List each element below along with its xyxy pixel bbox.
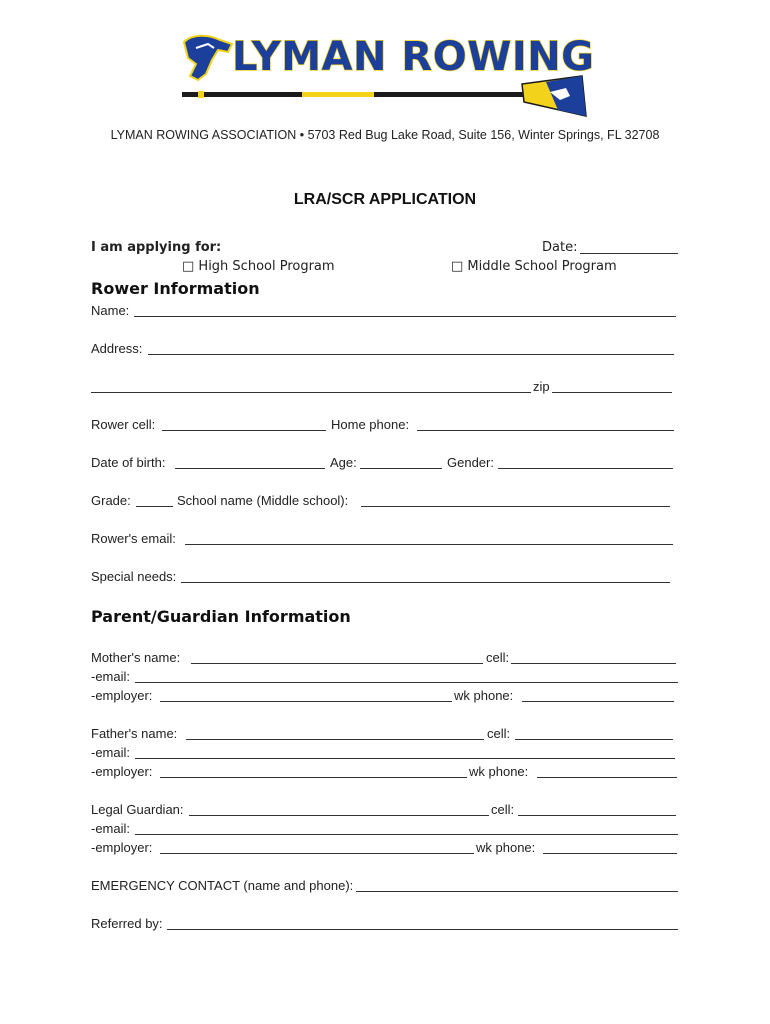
applying-label: I am applying for: <box>91 240 222 255</box>
father-name-label: Father's name: <box>91 726 178 741</box>
mother-name-label: Mother's name: <box>91 650 181 665</box>
guardian-wk-phone-label: wk phone: <box>476 840 536 855</box>
address-field[interactable] <box>148 354 674 355</box>
date-label: Date: <box>542 240 578 255</box>
guardian-cell-label: cell: <box>491 802 515 817</box>
guardian-email-field[interactable] <box>135 834 678 835</box>
emergency-contact-label: EMERGENCY CONTACT (name and phone): <box>91 878 354 893</box>
rower-info-heading: Rower Information <box>91 279 260 298</box>
father-wk-phone-field[interactable] <box>537 777 677 778</box>
guardian-employer-label: -employer: <box>91 840 153 855</box>
mother-name-field[interactable] <box>191 663 483 664</box>
gender-label: Gender: <box>447 455 494 470</box>
school-field[interactable] <box>361 506 670 507</box>
middle-school-checkbox[interactable]: □ Middle School Program <box>451 259 617 274</box>
father-wk-phone-label: wk phone: <box>469 764 529 779</box>
age-label: Age: <box>330 455 357 470</box>
father-cell-label: cell: <box>487 726 511 741</box>
mother-email-label: -email: <box>91 669 131 684</box>
rower-cell-label: Rower cell: <box>91 417 156 432</box>
dob-field[interactable] <box>175 468 325 469</box>
mother-cell-label: cell: <box>486 650 510 665</box>
rower-email-label: Rower's email: <box>91 531 176 546</box>
emergency-contact-field[interactable] <box>356 891 678 892</box>
rower-email-field[interactable] <box>185 544 673 545</box>
logo-title: LYMAN ROWING <box>232 34 595 80</box>
name-field[interactable] <box>134 316 676 317</box>
rower-cell-field[interactable] <box>162 430 326 431</box>
page-title: LRA/SCR APPLICATION <box>293 191 477 208</box>
guardian-cell-field[interactable] <box>518 815 676 816</box>
name-label: Name: <box>91 303 130 318</box>
guardian-name-field[interactable] <box>189 815 489 816</box>
special-needs-field[interactable] <box>181 582 670 583</box>
address-line-2-field[interactable] <box>91 392 531 393</box>
father-name-field[interactable] <box>186 739 484 740</box>
address-label: Address: <box>91 341 143 356</box>
guardian-employer-field[interactable] <box>160 853 474 854</box>
age-field[interactable] <box>360 468 442 469</box>
lyman-rowing-logo <box>178 30 595 122</box>
guardian-wk-phone-field[interactable] <box>543 853 677 854</box>
guardian-email-label: -email: <box>91 821 131 836</box>
father-email-field[interactable] <box>135 758 675 759</box>
mother-employer-label: -employer: <box>91 688 153 703</box>
gender-field[interactable] <box>498 468 673 469</box>
mother-email-field[interactable] <box>135 682 678 683</box>
association-address: LYMAN ROWING ASSOCIATION • 5703 Red Bug Lake Road, Suite 156, Winter Springs, FL 32708 <box>110 128 660 142</box>
father-employer-label: -employer: <box>91 764 153 779</box>
zip-field[interactable] <box>552 392 672 393</box>
special-needs-label: Special needs: <box>91 569 177 584</box>
mother-employer-field[interactable] <box>160 701 452 702</box>
mother-cell-field[interactable] <box>511 663 676 664</box>
home-phone-label: Home phone: <box>331 417 410 432</box>
guardian-name-label: Legal Guardian: <box>91 802 184 817</box>
home-phone-field[interactable] <box>417 430 674 431</box>
referred-by-label: Referred by: <box>91 916 163 931</box>
grade-field[interactable] <box>136 506 173 507</box>
mother-wk-phone-label: wk phone: <box>454 688 514 703</box>
father-email-label: -email: <box>91 745 131 760</box>
date-field[interactable] <box>580 253 678 254</box>
referred-by-field[interactable] <box>167 929 678 930</box>
zip-label: zip <box>533 379 550 394</box>
mother-wk-phone-field[interactable] <box>522 701 674 702</box>
high-school-checkbox[interactable]: □ High School Program <box>182 259 335 274</box>
parent-info-heading: Parent/Guardian Information <box>91 607 351 626</box>
grade-label: Grade: <box>91 493 131 508</box>
school-label: School name (Middle school): <box>177 493 349 508</box>
father-cell-field[interactable] <box>515 739 673 740</box>
dob-label: Date of birth: <box>91 455 166 470</box>
father-employer-field[interactable] <box>160 777 467 778</box>
